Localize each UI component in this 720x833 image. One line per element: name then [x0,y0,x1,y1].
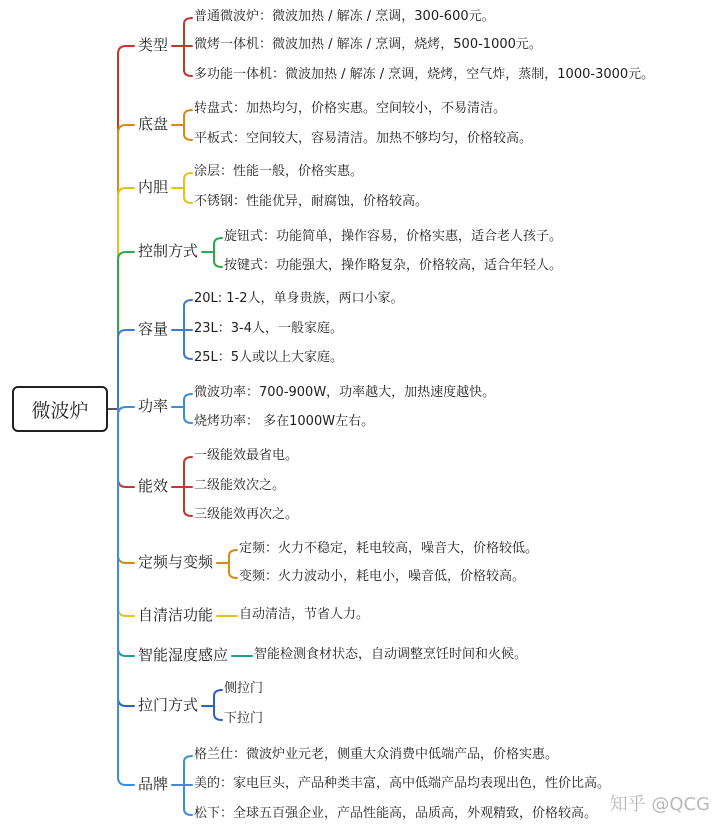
leaf-text: 25L：5人或以上大家庭。 [194,350,344,365]
branch-label: 功率 [138,397,169,415]
leaf-text: 一级能效最省电。 [194,448,299,463]
leaf-text: 格兰仕：微波炉业元老，侧重大众消费中低端产品，价格实惠。 [194,747,559,762]
leaf-text: 下拉门 [224,711,264,726]
branch-connector [118,407,134,415]
root-node [12,386,108,432]
branch-connector [118,46,134,409]
leaf-text: 旋钮式：功能简单，操作容易，价格实惠，适合老人孩子。 [224,229,563,244]
leaf-text: 烧烤功率： 多在1000W左右。 [194,414,375,429]
branch-label: 定频与变频 [138,553,214,571]
branch-label: 底盘 [138,115,169,133]
branch-connector [118,409,134,785]
leaf-text: 微波功率：700-900W，功率越大，加热速度越快。 [194,385,496,400]
branch-label: 品牌 [138,775,169,793]
leaf-text: 平板式：空间较大，容易清洁。加热不够均匀，价格较高。 [194,131,533,146]
branch-connector [118,409,134,487]
watermark: 知乎 @QCG [609,794,710,815]
leaf-text: 自动清洁，节省人力。 [239,607,370,622]
branch-label: 拉门方式 [138,696,199,714]
leaf-text: 普通微波炉：微波加热 / 解冻 / 烹调，300-600元。 [194,9,495,24]
leaf-text: 微烤一体机：微波加热 / 解冻 / 烹调，烧烤，500-1000元。 [194,37,542,52]
leaf-text: 变频：火力波动小，耗电小，噪音低，价格较高。 [239,569,526,584]
leaf-text: 二级能效次之。 [194,478,286,493]
leaf-text: 智能检测食材状态，自动调整烹饪时间和火候。 [254,647,528,662]
leaf-text: 三级能效再次之。 [194,507,299,522]
leaf-text: 多功能一体机：微波加热 / 解冻 / 烹调，烧烤，空气炸，蒸制，1000-3000元。 [194,67,655,82]
bracket-connector [214,690,222,720]
leaf-text: 松下：全球五百强企业，产品性能高，品质高，外观精致，价格较高。 [194,806,598,821]
bracket-connector [184,173,192,203]
branch-connector [118,125,134,409]
branch-connector [118,330,134,409]
leaf-text: 不锈钢：性能优异，耐腐蚀，价格较高。 [194,194,429,209]
leaf-text: 23L：3-4人，一般家庭。 [194,321,344,336]
branch-label: 类型 [138,36,169,54]
leaf-text: 侧拉门 [224,681,264,696]
branch-connector [118,409,134,616]
leaf-text: 涂层：性能一般，价格实惠。 [194,164,364,179]
leaf-text: 20L: 1-2人，单身贵族，两口小家。 [194,291,404,306]
bracket-connector [184,394,192,423]
branch-connector [118,409,134,706]
leaf-text: 定频：火力不稳定，耗电较高，噪音大，价格较低。 [239,541,539,556]
branch-label: 控制方式 [138,242,199,260]
branch-connector [118,188,134,409]
leaf-text: 转盘式：加热均匀，价格实惠。空间较小，不易清洁。 [194,101,507,116]
branch-label: 智能湿度感应 [138,646,229,664]
branch-label: 容量 [138,320,169,338]
bracket-connector [184,110,192,140]
branch-label: 内胆 [138,178,169,196]
branch-label: 自清洁功能 [138,606,214,624]
branch-connector [118,409,134,656]
leaf-text: 按键式：功能强大，操作略复杂，价格较高，适合年轻人。 [224,258,563,273]
bracket-connector [214,238,222,267]
bracket-connector [229,550,237,578]
branch-label: 能效 [138,477,169,495]
root-label: 微波炉 [31,399,89,422]
leaf-text: 美的：家电巨头，产品种类丰富，高中低端产品均表现出色，性价比高。 [194,776,611,791]
